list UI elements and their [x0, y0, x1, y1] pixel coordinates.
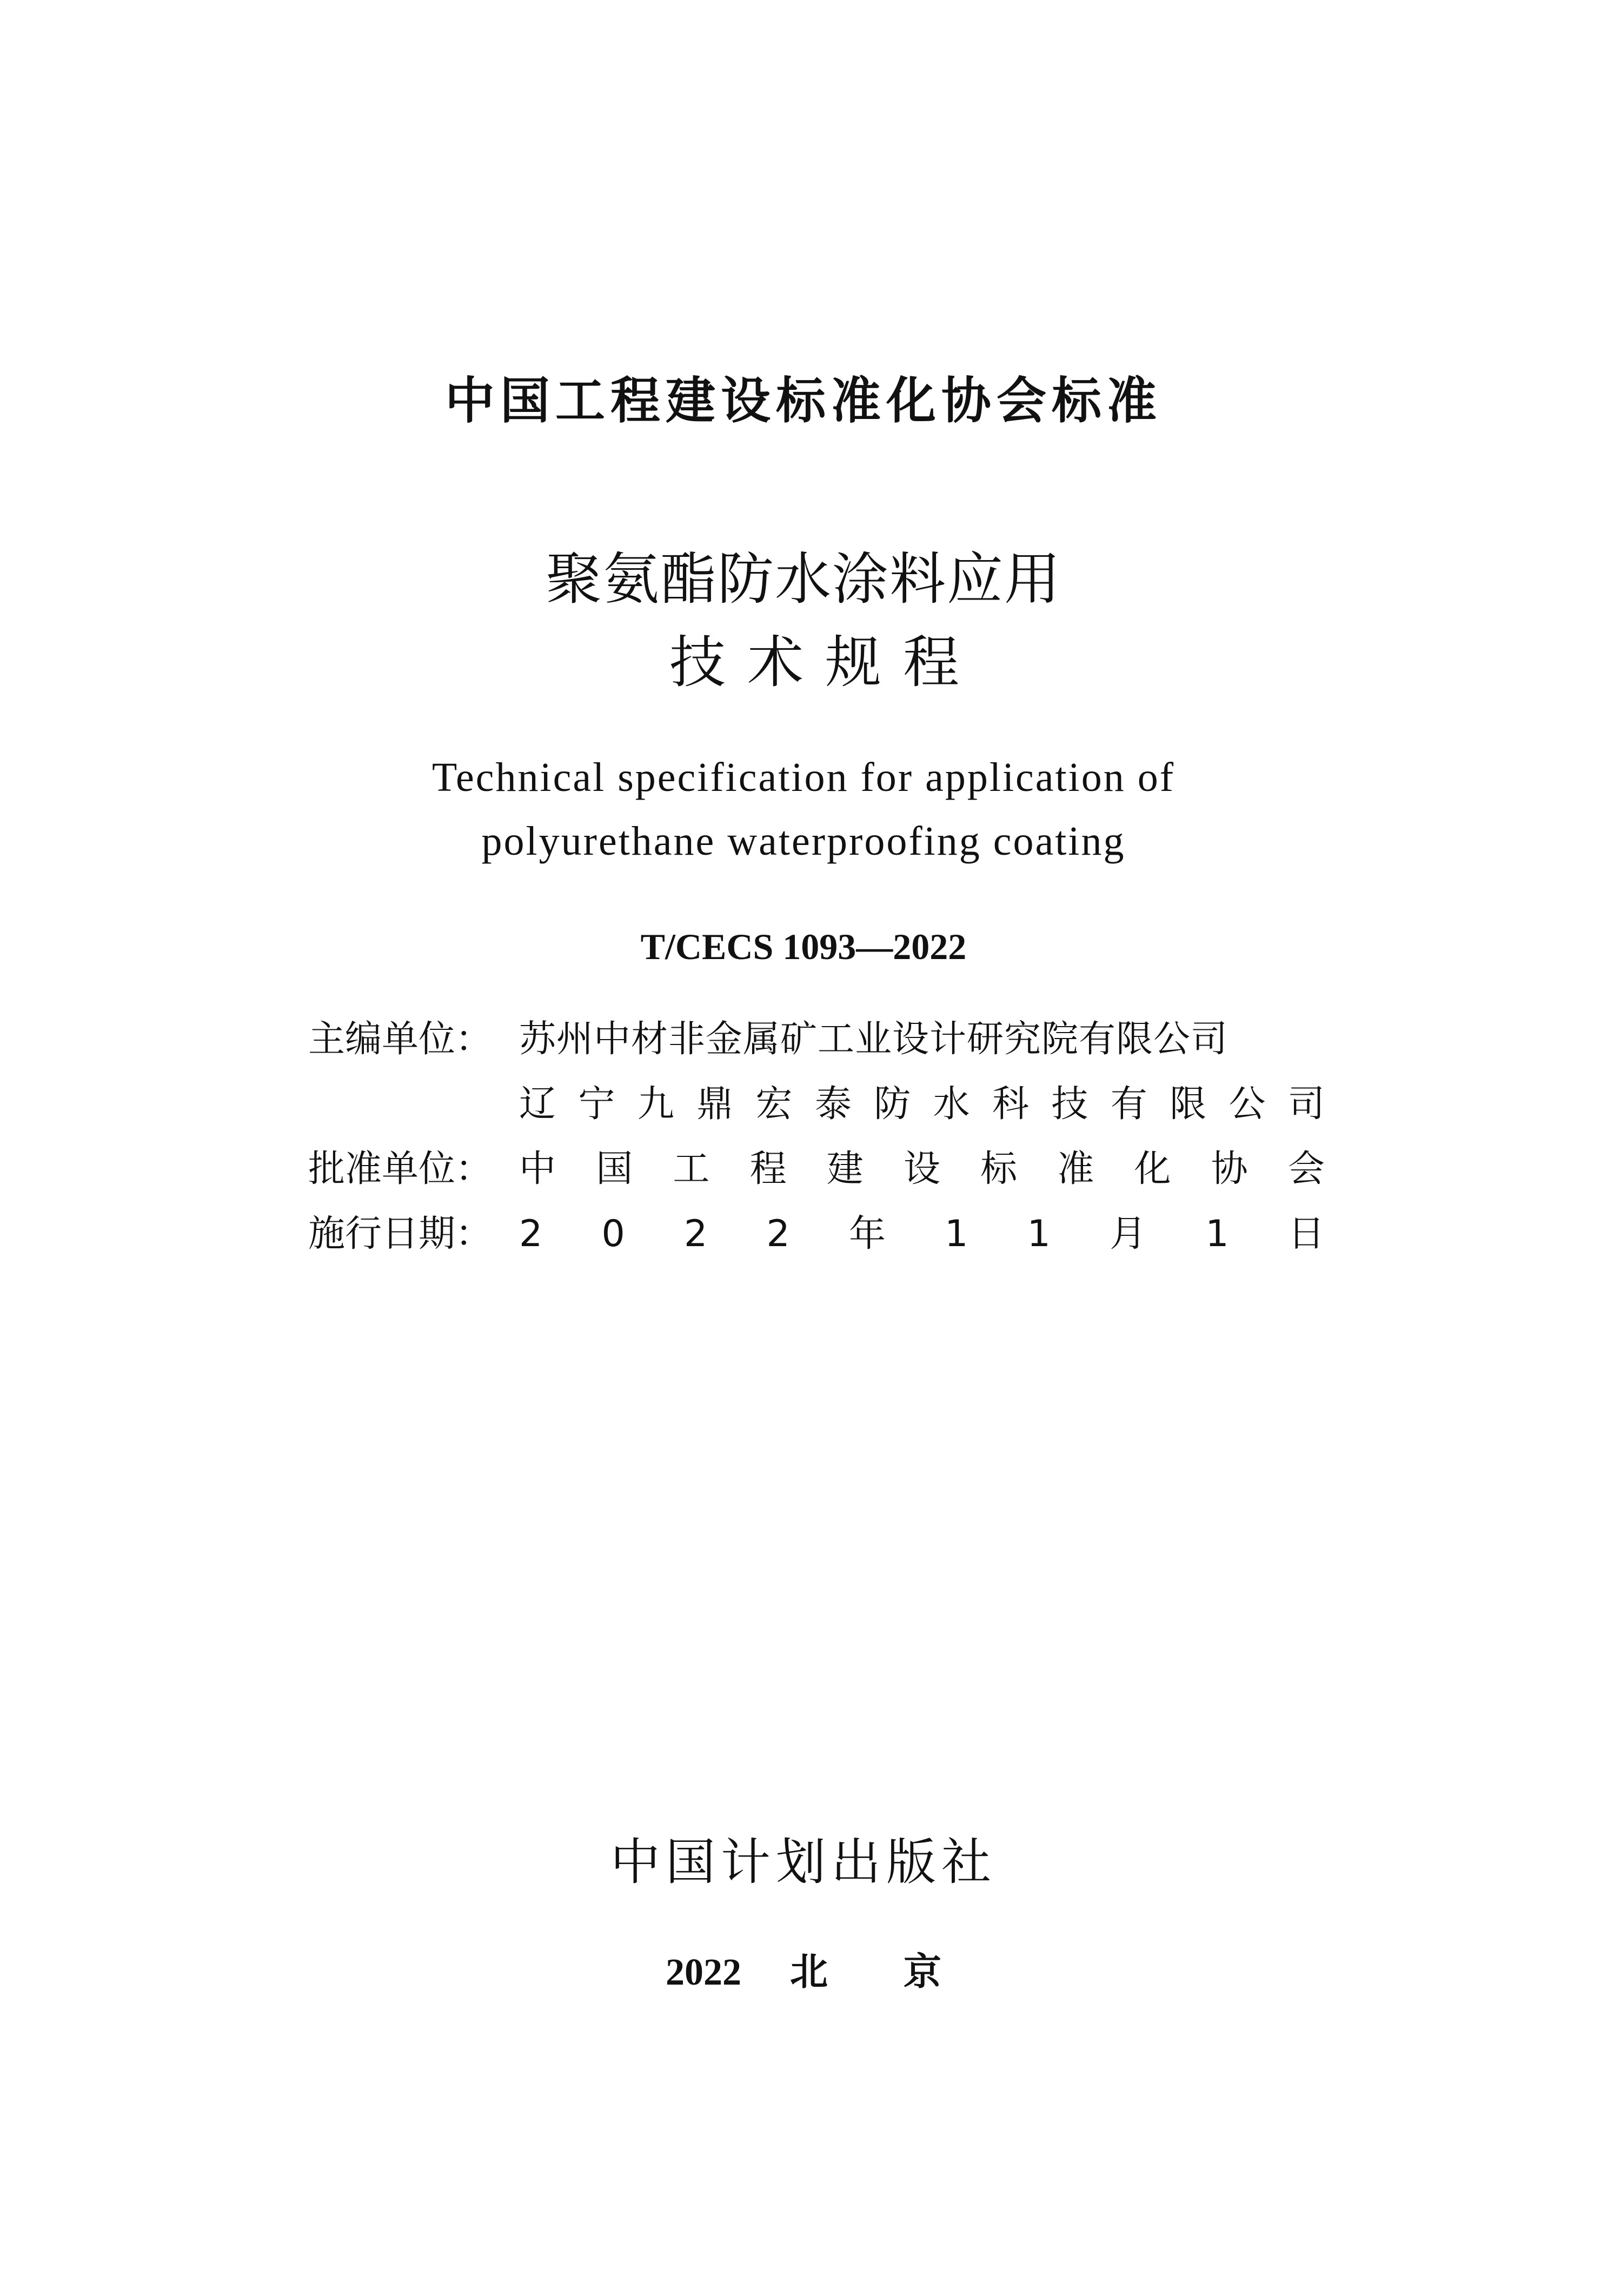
publication-city-char-2: 京 [904, 1949, 941, 1994]
approval-label: 批准单位： [308, 1148, 493, 1190]
approval-row [308, 1145, 1325, 1194]
approval-value [519, 1145, 1325, 1194]
chief-unit-2-char: 科 [992, 1083, 1030, 1126]
effective-date-char: 月 [1110, 1213, 1147, 1255]
publication-year: 2022 [666, 1952, 741, 1993]
effective-date-char: 1 [1027, 1213, 1051, 1255]
effective-date-char: 1 [1205, 1213, 1229, 1255]
effective-date-label: 施行日期： [308, 1213, 493, 1255]
chief-unit-2-char: 公 [1229, 1083, 1266, 1126]
effective-date-value [519, 1210, 1325, 1259]
approval-char: 程 [749, 1148, 787, 1190]
chief-unit-label-spacer [308, 1080, 519, 1129]
title-line-2: 技术规程 [669, 629, 981, 695]
effective-date-char: 1 [945, 1213, 968, 1255]
publication-city-char-1: 北 [790, 1949, 828, 1994]
english-title-line-2: polyurethane waterproofing coating [481, 818, 1126, 864]
publication-place [0, 1947, 1607, 1997]
effective-date-char: 2 [519, 1213, 543, 1255]
chief-unit-2-char: 防 [874, 1083, 911, 1126]
publisher-name: 中国计划出版社 [610, 1833, 997, 1891]
chief-unit-value-2 [519, 1080, 1325, 1129]
approval-char: 工 [673, 1148, 710, 1190]
chief-unit-row-2 [308, 1080, 1325, 1129]
chief-unit-2-char: 辽 [519, 1083, 556, 1126]
chief-unit-2-char: 鼎 [696, 1083, 734, 1126]
chief-unit-value-1: 苏州中材非金属矿工业设计研究院有限公司 [519, 1018, 1229, 1061]
approval-char: 国 [596, 1148, 633, 1190]
association-header: 中国工程建设标准化协会标准 [444, 372, 1162, 430]
chief-unit-row [308, 1015, 1325, 1064]
standard-code: T/CECS 1093—2022 [640, 926, 967, 967]
approval-char: 会 [1287, 1148, 1325, 1190]
approval-char: 协 [1211, 1148, 1248, 1190]
effective-date-char: 0 [601, 1213, 625, 1255]
title-line-1: 聚氨酯防水涂料应用 [545, 546, 1061, 612]
effective-date-row [308, 1210, 1325, 1259]
chief-unit-2-char: 技 [1051, 1083, 1088, 1126]
approval-char: 设 [903, 1148, 940, 1190]
approval-char: 化 [1134, 1148, 1171, 1190]
chief-unit-2-char: 泰 [814, 1083, 852, 1126]
chief-unit-2-char: 宁 [578, 1083, 615, 1126]
chief-unit-2-char: 九 [637, 1083, 674, 1126]
approval-char: 建 [826, 1148, 864, 1190]
english-title-line-1: Technical specification for application of [431, 755, 1176, 800]
effective-date-char: 2 [683, 1213, 708, 1255]
approval-char: 标 [980, 1148, 1018, 1190]
chief-unit-2-char: 宏 [755, 1083, 793, 1126]
effective-date-char: 2 [766, 1213, 790, 1255]
effective-date-char: 日 [1287, 1213, 1325, 1255]
approval-char: 中 [519, 1148, 556, 1190]
approval-char: 准 [1057, 1148, 1094, 1190]
effective-date-char: 年 [848, 1213, 886, 1255]
chief-unit-2-char: 有 [1110, 1083, 1147, 1126]
chief-unit-2-char: 司 [1287, 1083, 1325, 1126]
chief-unit-label: 主编单位： [308, 1018, 493, 1061]
chief-unit-2-char: 水 [933, 1083, 970, 1126]
chief-unit-2-char: 限 [1170, 1083, 1207, 1126]
